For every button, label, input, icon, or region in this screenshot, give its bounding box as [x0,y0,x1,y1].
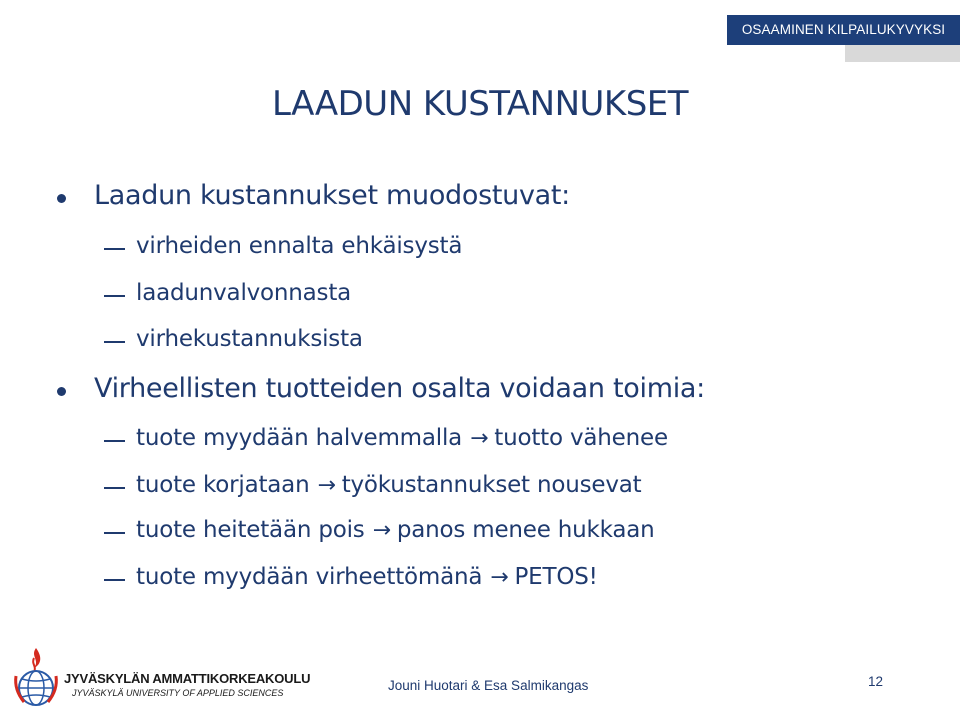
dash-icon [104,341,125,343]
right-arrow-icon: → [470,426,489,451]
right-arrow-icon: → [317,473,336,498]
sub-item-text [136,517,655,543]
dash-icon [104,440,125,442]
cause-text: tuote korjataan [136,472,310,498]
cause-text: tuote heitetään pois [136,517,365,543]
right-arrow-icon: → [490,565,509,590]
sub-item-text [136,425,668,451]
dash-icon [104,295,125,297]
dash-icon [104,532,125,534]
sub-item-text [136,564,598,590]
bullet-dot-icon [57,194,66,203]
effect-text: tuotto vähenee [494,425,668,451]
right-arrow-icon: → [372,518,391,543]
dash-icon [104,248,125,250]
logo-name: JYVÄSKYLÄN AMMATTIKORKEAKOULU [64,671,311,686]
institution-logo [12,646,312,706]
effect-text: työkustannukset nousevat [341,472,642,498]
bullet-dot-icon [57,387,66,396]
effect-text: PETOS! [514,564,598,590]
jamk-logo-icon [12,646,62,708]
sub-item-text: virhekustannuksista [136,326,363,352]
footer-author: Jouni Huotari & Esa Salmikangas [388,678,589,693]
cause-text: tuote myydään halvemmalla [136,425,463,451]
effect-text: panos menee hukkaan [396,517,655,543]
slide-title: LAADUN KUSTANNUKSET [271,84,689,124]
sub-item-text: laadunvalvonnasta [136,280,352,306]
logo-subname: JYVÄSKYLÄ UNIVERSITY OF APPLIED SCIENCES [72,688,284,698]
top-banner: OSAAMINEN KILPAILUKYVYKSI [727,15,960,45]
bullet-text: Laadun kustannukset muodostuvat: [94,180,570,211]
dash-icon [104,579,125,581]
sub-item-text [136,472,641,498]
cause-text: tuote myydään virheettömänä [136,564,483,590]
sub-item-text: virheiden ennalta ehkäisystä [136,233,463,259]
bullet-text: Virheellisten tuotteiden osalta voidaan toimia: [94,373,705,404]
dash-icon [104,487,125,489]
page-number: 12 [868,674,884,689]
